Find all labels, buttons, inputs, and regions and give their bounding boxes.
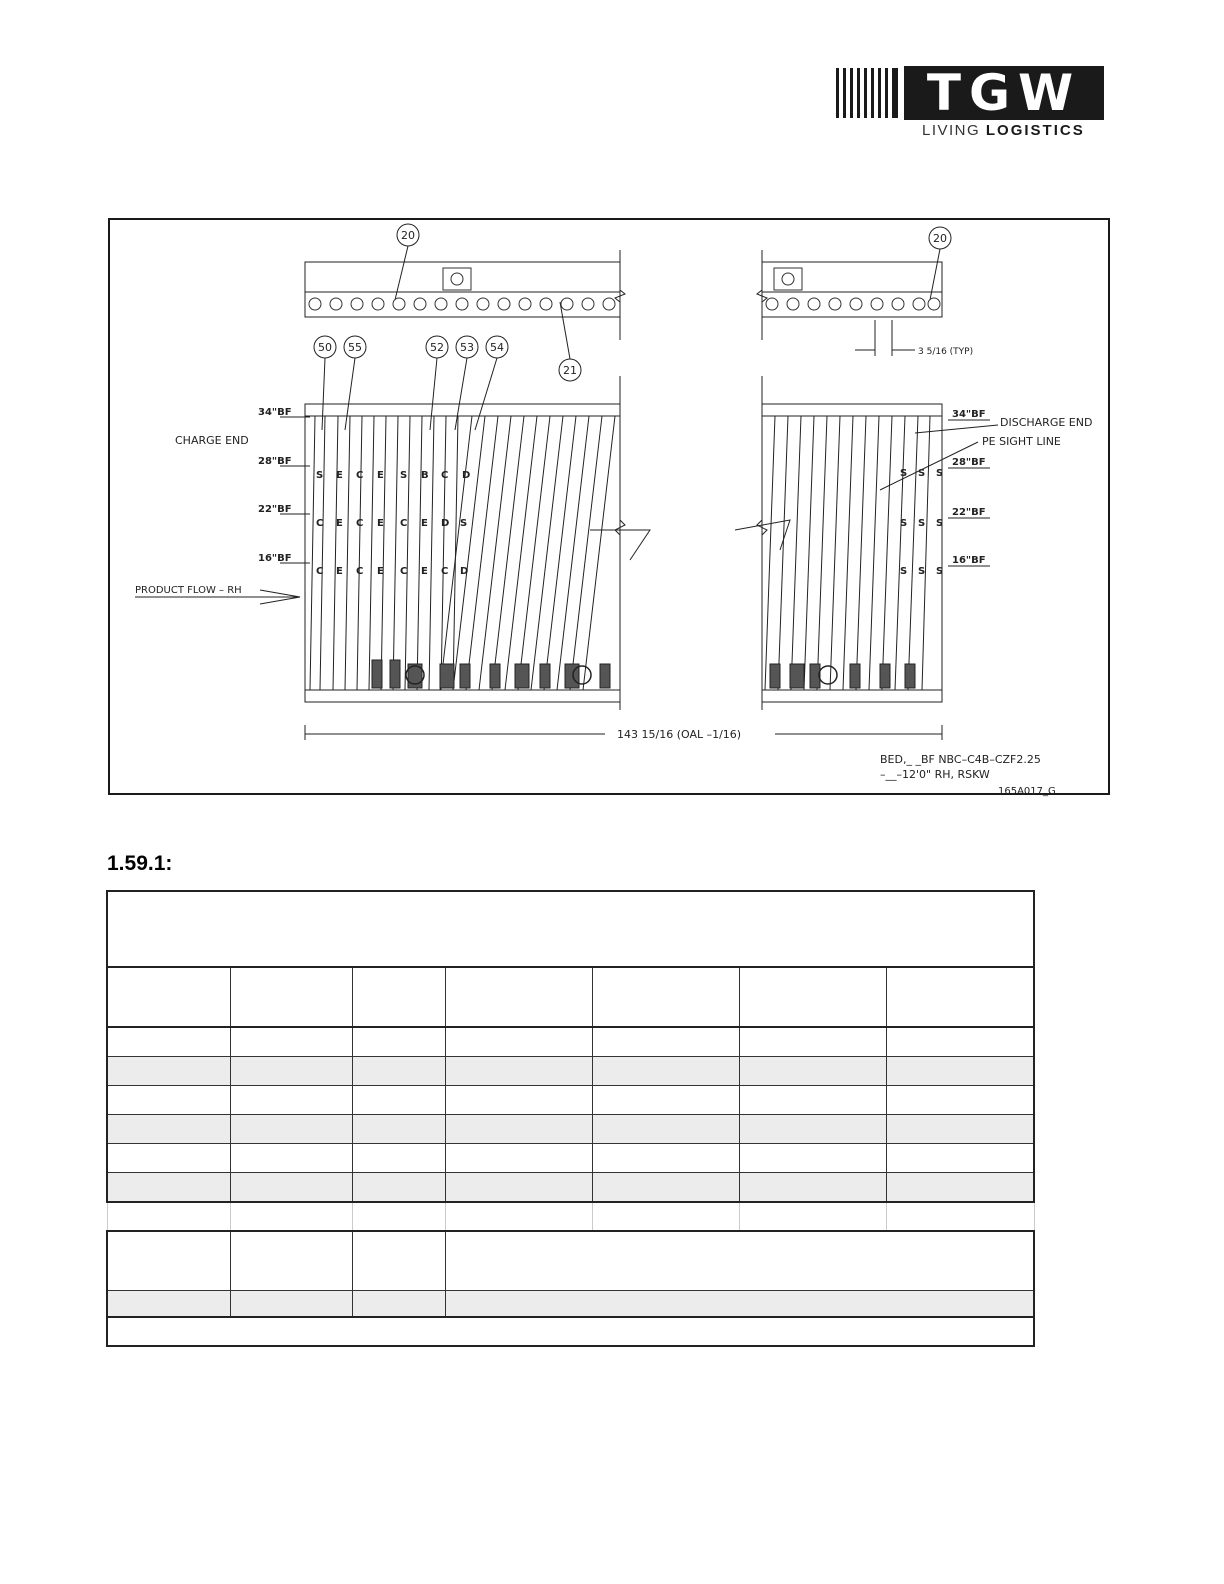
- zone-letter: B: [421, 470, 429, 481]
- zone-letter: E: [377, 470, 384, 481]
- title-block-line2: –__–12'0" RH, RSKW: [880, 768, 990, 781]
- zone-letter: E: [336, 470, 343, 481]
- table-title-row: [107, 891, 1034, 967]
- charge-end-label: CHARGE END: [175, 434, 249, 447]
- table-footer-row: [107, 1317, 1034, 1346]
- table-summary-row: [107, 1291, 1034, 1318]
- zone-letter: S: [936, 518, 944, 529]
- parts-table: [106, 890, 1035, 1347]
- callout-text-20-right: 20: [933, 232, 947, 245]
- conveyor-drawing: [108, 218, 1110, 795]
- pe-sight-line-label: PE SIGHT LINE: [982, 435, 1061, 448]
- level-22-right: 22"BF: [952, 507, 986, 518]
- zone-letter: C: [400, 566, 408, 577]
- zone-letter: C: [441, 566, 449, 577]
- zone-letter: E: [421, 518, 428, 529]
- callout-text-54: 54: [490, 341, 504, 354]
- product-flow-label: PRODUCT FLOW – RH: [135, 585, 242, 596]
- zone-letter: C: [356, 470, 364, 481]
- level-28-right: 28"BF: [952, 457, 986, 468]
- zone-letter: C: [441, 470, 449, 481]
- spacing-dimension-label: 3 5/16 (TYP): [918, 347, 974, 357]
- table-summary-row: [107, 1231, 1034, 1291]
- zone-letter: E: [336, 518, 343, 529]
- zone-letter: S: [900, 468, 908, 479]
- zone-letter: E: [421, 566, 428, 577]
- table-row: [107, 1057, 1034, 1086]
- zone-letter: C: [356, 566, 364, 577]
- zone-letter: S: [936, 468, 944, 479]
- overall-length-label: 143 15/16 (OAL –1/16): [617, 728, 742, 741]
- zone-letter: S: [918, 566, 926, 577]
- callout-text-55: 55: [348, 341, 362, 354]
- zone-letter: S: [316, 470, 324, 481]
- table-header-cell: [352, 967, 445, 1027]
- table-header-cell: [107, 967, 230, 1027]
- callout-text-50: 50: [318, 341, 332, 354]
- zone-letter: C: [316, 566, 324, 577]
- drawing-number: 165A017_G: [998, 786, 1056, 797]
- table-row: [107, 1086, 1034, 1115]
- level-16-right: 16"BF: [952, 555, 986, 566]
- callout-text-52: 52: [430, 341, 444, 354]
- table-row: [107, 1144, 1034, 1173]
- zone-letter: S: [900, 518, 908, 529]
- logo-tagline: [922, 122, 1085, 139]
- section-number: 1.59.1:: [107, 852, 173, 875]
- table-header-cell: [739, 967, 886, 1027]
- zone-letter: S: [900, 566, 908, 577]
- zone-letter: E: [377, 518, 384, 529]
- table-spacer-row: [107, 1202, 1034, 1231]
- zone-letter: C: [356, 518, 364, 529]
- zone-letter: S: [918, 518, 926, 529]
- level-16-left: 16"BF: [258, 553, 292, 564]
- logo-stripes: [836, 68, 898, 118]
- zone-letter: D: [460, 566, 469, 577]
- table-row: [107, 1115, 1034, 1144]
- logo-tagline-bold: LOGISTICS: [985, 122, 1085, 139]
- zone-letter: S: [460, 518, 468, 529]
- zone-letter: C: [400, 518, 408, 529]
- table-row: [107, 1173, 1034, 1203]
- discharge-end-label: DISCHARGE END: [1000, 416, 1093, 429]
- level-34-right: 34"BF: [952, 409, 986, 420]
- zone-letter: D: [462, 470, 471, 481]
- zone-letter: E: [336, 566, 343, 577]
- table-header-cell: [230, 967, 352, 1027]
- logo-tagline-light: LIVING: [922, 122, 981, 139]
- table-header-cell: [886, 967, 1034, 1027]
- table-header-cell: [592, 967, 739, 1027]
- zone-letter: D: [441, 518, 450, 529]
- callout-text-53: 53: [460, 341, 474, 354]
- tgw-logo: [836, 66, 1108, 142]
- logo-brand: TGW: [904, 66, 1104, 120]
- zone-letter: E: [377, 566, 384, 577]
- zone-letter: S: [400, 470, 408, 481]
- table-header-row: [107, 967, 1034, 1027]
- level-22-left: 22"BF: [258, 504, 292, 515]
- callout-text-20-left: 20: [401, 229, 415, 242]
- level-28-left: 28"BF: [258, 456, 292, 467]
- zone-letter: S: [936, 566, 944, 577]
- table-title-cell: [107, 891, 1034, 967]
- drawing-canvas: [110, 220, 1112, 797]
- title-block-line1: BED,_ _BF NBC–C4B–CZF2.25: [880, 753, 1041, 766]
- zone-letter: S: [918, 468, 926, 479]
- callout-text-21: 21: [563, 364, 577, 377]
- table-header-cell: [445, 967, 592, 1027]
- level-34-left: 34"BF: [258, 407, 292, 418]
- table-row: [107, 1027, 1034, 1057]
- zone-letter: C: [316, 518, 324, 529]
